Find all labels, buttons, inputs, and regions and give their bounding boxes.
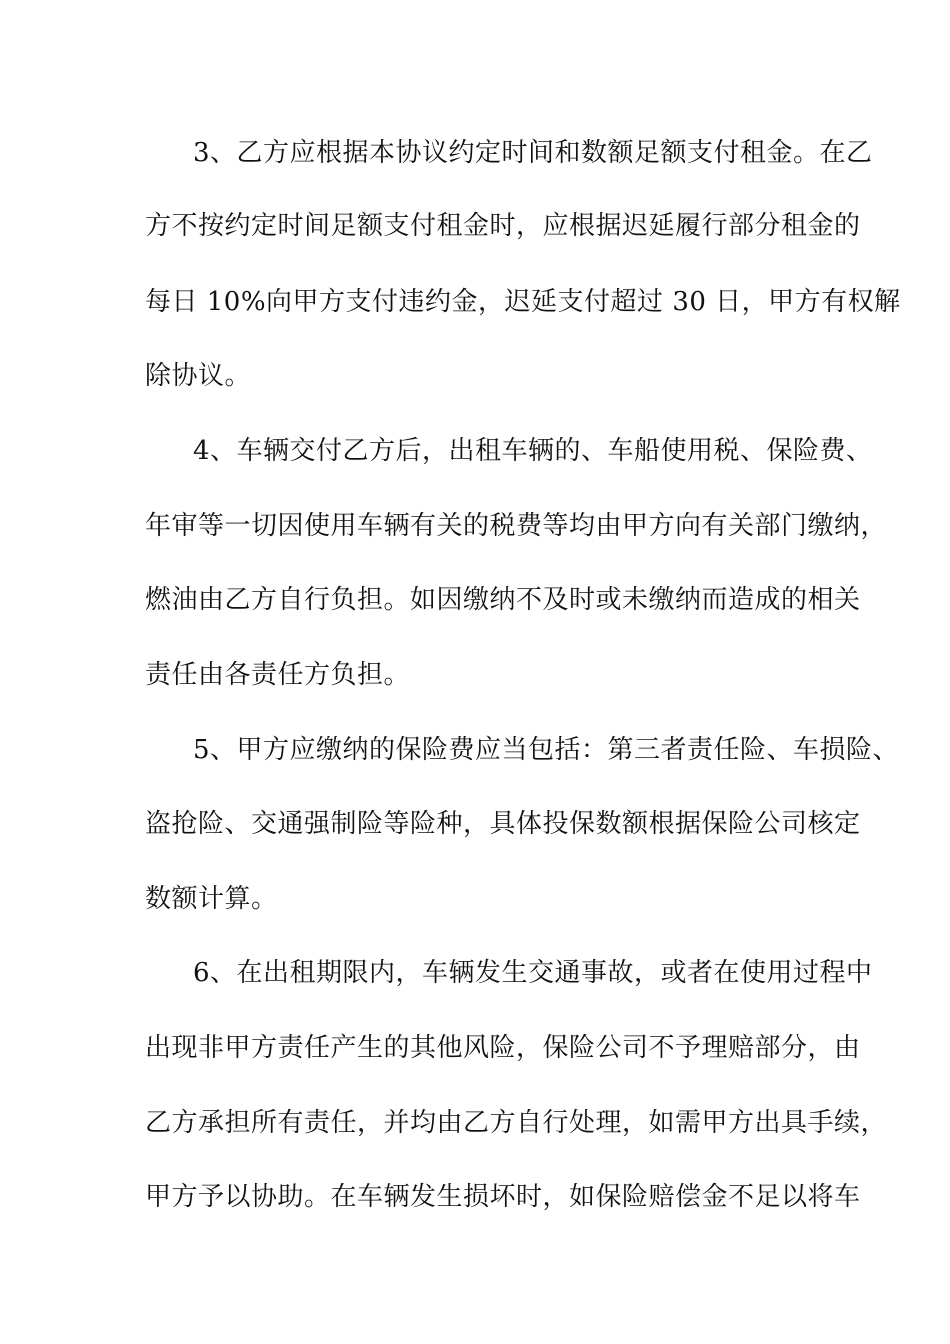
clause-6-line-3: 乙方承担所有责任，并均由乙方自行处理，如需甲方出具手续， (145, 1108, 888, 1138)
clause-5-line-1: 5、甲方应缴纳的保险费应当包括：第三者责任险、车损险、 (193, 735, 900, 765)
clause-4-line-3: 燃油由乙方自行负担。如因缴纳不及时或未缴纳而造成的相关 (145, 585, 861, 615)
clause-3-line-1: 3、乙方应根据本协议约定时间和数额足额支付租金。在乙 (193, 138, 873, 168)
clause-6-line-2: 出现非甲方责任产生的其他风险，保险公司不予理赔部分，由 (145, 1033, 861, 1063)
clause-3-line-4: 除协议。 (145, 361, 252, 391)
clause-6-line-1: 6、在出租期限内，车辆发生交通事故，或者在使用过程中 (193, 958, 873, 988)
clause-3-line-2: 方不按约定时间足额支付租金时，应根据迟延履行部分租金的 (145, 211, 861, 241)
clause-5-line-2: 盗抢险、交通强制险等险种，具体投保数额根据保险公司核定 (145, 809, 861, 839)
clause-3-line-3: 每日 10%向甲方支付违约金，迟延支付超过 30 日，甲方有权解 (145, 287, 901, 317)
clause-4-line-2: 年审等一切因使用车辆有关的税费等均由甲方向有关部门缴纳， (145, 511, 888, 541)
clause-6-line-4: 甲方予以协助。在车辆发生损坏时，如保险赔偿金不足以将车 (145, 1182, 861, 1212)
clause-4-line-1: 4、车辆交付乙方后，出租车辆的、车船使用税、保险费、 (193, 436, 873, 466)
clause-4-line-4: 责任由各责任方负担。 (145, 660, 411, 690)
clause-5-line-3: 数额计算。 (145, 884, 278, 914)
